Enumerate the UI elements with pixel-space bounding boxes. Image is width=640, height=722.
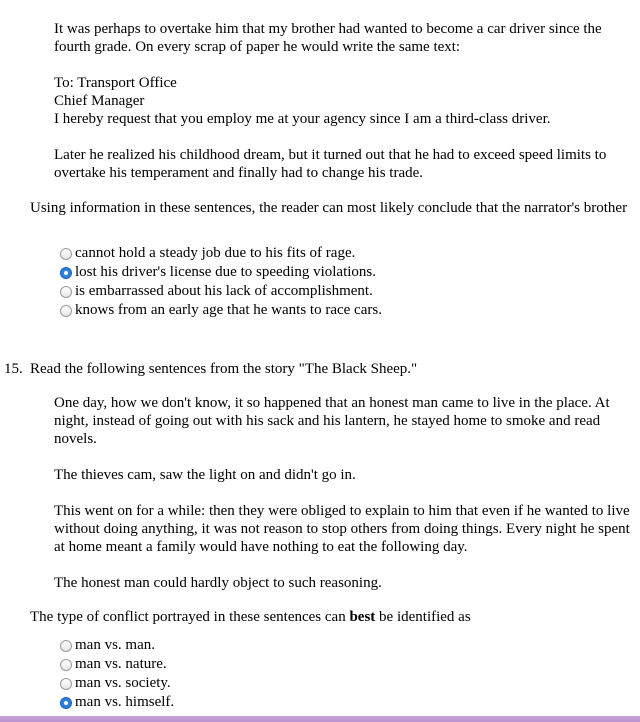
q14-options: [60, 244, 382, 320]
q15-option-a[interactable]: [60, 636, 174, 655]
q14-passage-2: [54, 146, 640, 182]
q15-question: [30, 608, 630, 626]
q14-prompt: Using information in these sentences, the reader can most likely conclude that the narrator's brother: [30, 200, 628, 216]
q14-option-label: is embarrassed about his lack of accomplishment.: [75, 283, 373, 299]
q14-option-label: cannot hold a steady job due to his fits of rage.: [75, 245, 356, 261]
q14-option-d[interactable]: [60, 301, 382, 320]
q15-passage-4: [54, 574, 640, 592]
q14-letter-line: To: Transport Office: [54, 75, 177, 91]
q15-passage-text: The thieves cam, saw the light on and didn't go in.: [54, 467, 356, 483]
q14-option-label: lost his driver's license due to speeding violations.: [75, 264, 376, 280]
q15-option-b[interactable]: [60, 655, 174, 674]
q14-radio-b[interactable]: [60, 267, 72, 279]
q14-radio-d[interactable]: [60, 305, 72, 317]
q15-option-label: man vs. man.: [75, 637, 155, 653]
q14-radio-c[interactable]: [60, 286, 72, 298]
q15-passage-3: [54, 502, 640, 556]
q14-radio-a[interactable]: [60, 248, 72, 260]
q15-radio-b[interactable]: [60, 659, 72, 671]
q15-options: [60, 636, 174, 712]
q15-prompt: Read the following sentences from the story "The Black Sheep.": [30, 361, 418, 377]
q14-option-b[interactable]: [60, 263, 382, 282]
q15-question-emphasis: best: [349, 609, 376, 625]
q15-radio-a[interactable]: [60, 640, 72, 652]
q15-option-c[interactable]: [60, 674, 174, 693]
q15-radio-c[interactable]: [60, 678, 72, 690]
q15-passage-1: [54, 394, 640, 448]
q14-letter-block: [54, 74, 640, 128]
q15-option-label: man vs. himself.: [75, 694, 175, 710]
q14-letter-line: I hereby request that you employ me at your agency since I am a third-class driver.: [54, 111, 551, 127]
q14-option-label: knows from an early age that he wants to race cars.: [75, 302, 382, 318]
q15-option-label: man vs. society.: [75, 675, 171, 691]
q15-option-label: man vs. nature.: [75, 656, 167, 672]
q14-passage-text: It was perhaps to overtake him that my brother had wanted to become a car driver since the fourth grade. On every scrap of paper he would write the same text:: [54, 21, 602, 55]
q14-letter-line: Chief Manager: [54, 93, 145, 109]
q14-passage-text: Later he realized his childhood dream, but it turned out that he had to exceed speed limits to overtake his temperament and finally had to change his trade.: [54, 147, 607, 181]
q15-question-pre: The type of conflict portrayed in these sentences can: [30, 609, 350, 625]
q15-passage-text: One day, how we don't know, it so happened that an honest man came to live in the place. At night, instead of going out with his sack and his lantern, he stayed home to smoke and read novels.: [54, 395, 610, 447]
q15-option-d[interactable]: [60, 693, 174, 712]
q14-option-a[interactable]: [60, 244, 382, 263]
q15-passage-2: [54, 466, 640, 484]
q14-passage-1: [54, 20, 640, 56]
q15-number: 15.: [4, 361, 23, 377]
q15-passage-text: The honest man could hardly object to such reasoning.: [54, 575, 382, 591]
q15-passage-text: This went on for a while: then they were obliged to explain to him that even if he wanted to live without doing anything, it was not reason to stop others from doing things. Every night he spent at home meant a family would have nothing to eat the following day.: [54, 503, 630, 555]
page-bottom-border: [0, 716, 640, 722]
q15-question-post: be identified as: [375, 609, 471, 625]
q14-option-c[interactable]: [60, 282, 382, 301]
q15-radio-d[interactable]: [60, 697, 72, 709]
